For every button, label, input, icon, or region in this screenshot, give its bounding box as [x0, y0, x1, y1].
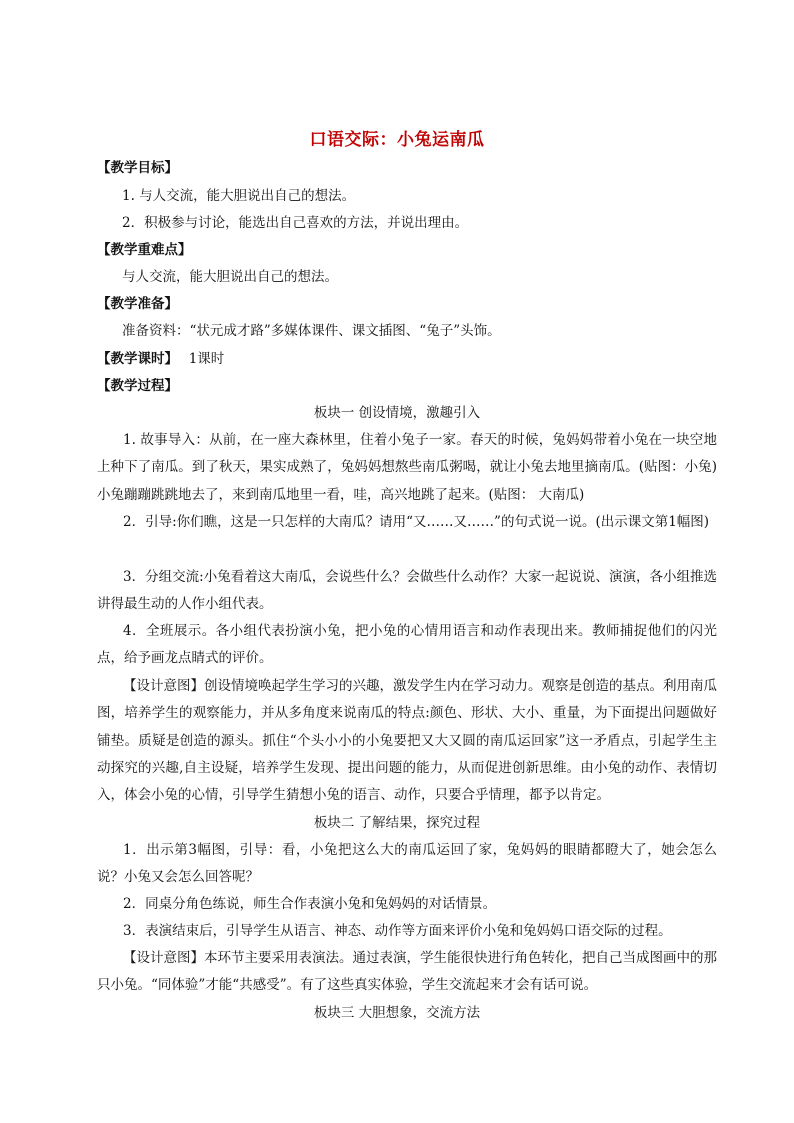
section2-paragraph-1: 1．出示第3幅图，引导：看，小兔把这么大的南瓜运回了家，兔妈妈的眼睛都瞪大了，她会怎么说？小兔又会怎么回答呢？ [97, 842, 717, 886]
section1-paragraph-4: 4．全班展示。各小组代表扮演小兔，把小兔的心情用语言和动作表现出来。教师捕捉他们的闪光点，给予画龙点睛式的评价。 [97, 623, 717, 667]
section1-paragraph-2: 2．引导:你们瞧，这是一只怎样的大南瓜？请用“又……又……”的句式说一说。(出示课文第1幅图) [123, 514, 710, 530]
goals-heading: 【教学目标】 [97, 160, 178, 176]
section2-design-intent: 【设计意图】本环节主要采用表演法。通过表演，学生能很快进行角色转化，把自己当成图画中的那只小兔。“同体验”才能“共感受”。有了这些真实体验，学生交流起来才会有话可说。 [97, 950, 717, 994]
class-hours-row [97, 350, 224, 368]
process-heading: 【教学过程】 [97, 378, 178, 394]
goal-item-2: 2．积极参与讨论，能选出自己喜欢的方法，并说出理由。 [122, 215, 469, 231]
goal-item-1: 1. 与人交流，能大胆说出自己的想法。 [122, 188, 356, 204]
section1-paragraph-3: 3．分组交流:小兔看着这大南瓜，会说些什么？会做些什么动作？大家一起说说、演演，各小组推选讲得最生动的人作小组代表。 [97, 569, 717, 613]
section3-title: 板块三 大胆想象，交流方法 [313, 1005, 481, 1021]
section1-design-intent: 【设计意图】创设情境唤起学生学习的兴趣，激发学生内在学习动力。观察是创造的基点。利用南瓜图，培养学生的观察能力，并从多角度来说南瓜的特点:颜色、形状、大小、重量，为下面提出问题做好铺垫。质疑是创造的源头。抓住“个头小小的小兔要把又大又圆的南瓜运回家”这一矛盾点，引起学生主动探究的兴趣,自主设疑，培养学生发现、提出问题的能力，从而促进创新思维。由小兔的动作、表情切入，体会小兔的心情，引导学生猜想小兔的语言、动作，只要合乎情理，都予以肯定。 [97, 678, 717, 804]
class-hours-value: 1课时 [188, 351, 225, 367]
key-points-text: 与人交流，能大胆说出自己的想法。 [122, 269, 338, 285]
preparation-heading: 【教学准备】 [97, 296, 178, 312]
document-title: 口语交际：小兔运南瓜 [309, 130, 485, 150]
section1-paragraph-1: 1. 故事导入：从前，在一座大森林里，住着小兔子一家。春天的时候，兔妈妈带着小兔在一块空地上种下了南瓜。到了秋天，果实成熟了，兔妈妈想熬些南瓜粥喝，就让小兔去地里摘南瓜。(贴图：小兔)小兔蹦蹦跳跳地去了，来到南瓜地里一看，哇，高兴地跳了起来。(贴图： 大南瓜) [97, 432, 717, 503]
section2-paragraph-2: 2．同桌分角色练说，师生合作表演小兔和兔妈妈的对话情景。 [123, 896, 497, 912]
key-points-heading: 【教学重难点】 [97, 242, 192, 258]
section2-title: 板块二 了解结果，探究过程 [313, 815, 481, 831]
section1-title: 板块一 创设情境，激趣引入 [313, 405, 481, 421]
preparation-text: 准备资料：“状元成才路”多媒体课件、课文插图、“兔子”头饰。 [122, 323, 501, 339]
section2-paragraph-3: 3．表演结束后，引导学生从语言、神态、动作等方面来评价小兔和兔妈妈口语交际的过程。 [123, 923, 672, 939]
class-hours-heading: 【教学课时】 [97, 351, 178, 367]
